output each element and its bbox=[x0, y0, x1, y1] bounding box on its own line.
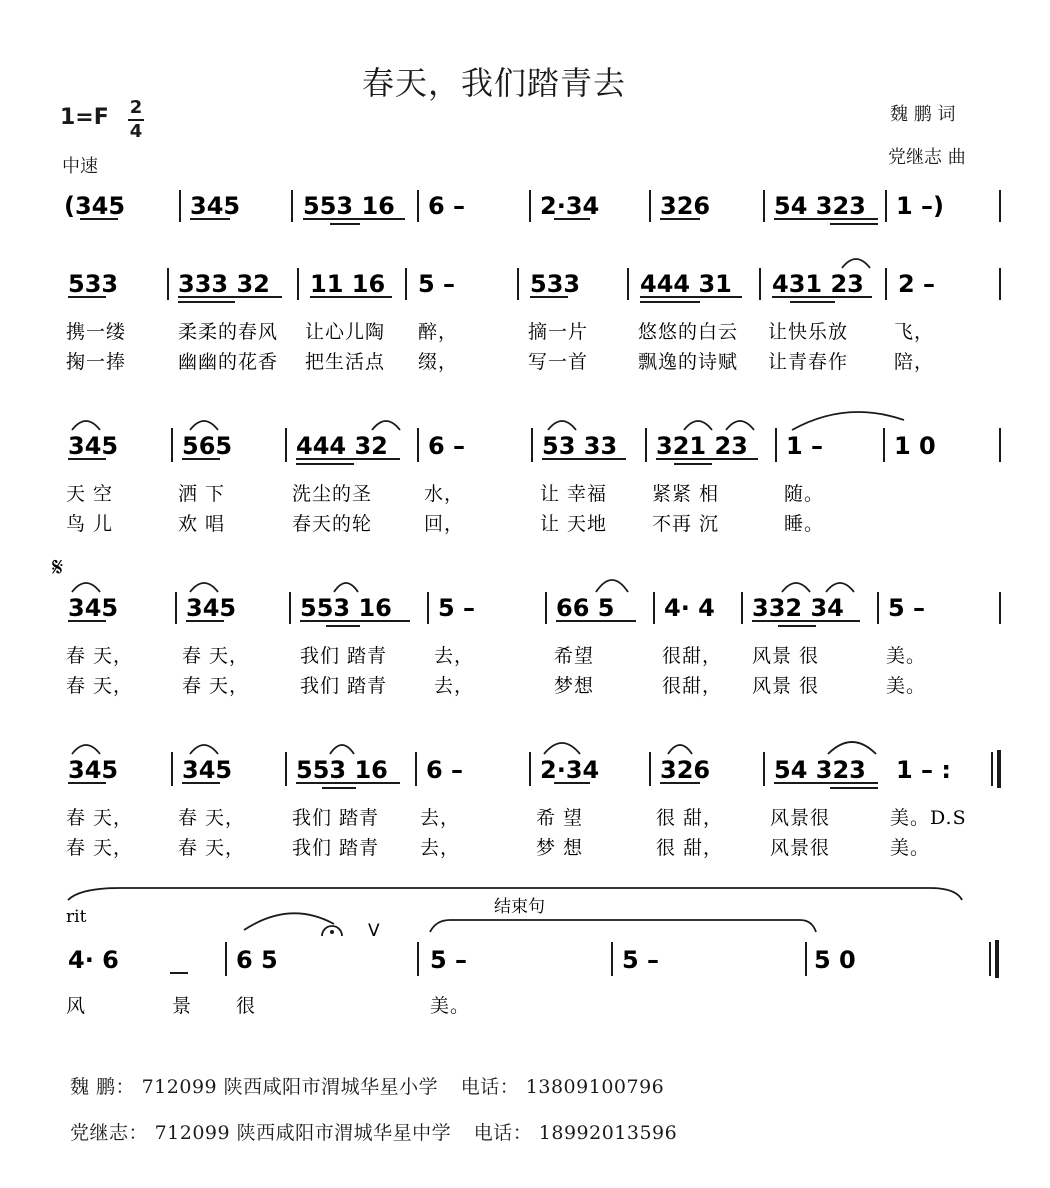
measure-14: 444 31 bbox=[640, 270, 732, 298]
lyric-v2-15: 睡。 bbox=[784, 513, 825, 535]
composer-credit: 党继志 曲 bbox=[888, 147, 966, 168]
lyric-v2-13: 让 天地 bbox=[540, 513, 608, 535]
contact-zip: 712099 bbox=[141, 1076, 218, 1098]
measure-17: 345 bbox=[68, 432, 119, 460]
lyric-v2-17: 春 天， bbox=[182, 675, 250, 697]
lyric-v1-29: 很 甜， bbox=[656, 807, 724, 829]
measure-13: 533 bbox=[530, 270, 581, 298]
measure-5: 2·34 bbox=[540, 192, 600, 220]
score-row-verse-a bbox=[66, 259, 1000, 373]
contact-address: 陕西咸阳市渭城华星小学 bbox=[223, 1076, 439, 1098]
breath-mark: V bbox=[368, 921, 380, 941]
lyric-v2-8: 陪， bbox=[894, 351, 935, 373]
tempo-marking: 中速 bbox=[62, 156, 98, 177]
measure-6: 326 bbox=[660, 192, 711, 220]
lyric-v2-24: 春 天， bbox=[66, 837, 134, 859]
score-row-ending bbox=[66, 888, 997, 1017]
measure-26: 345 bbox=[186, 594, 237, 622]
lyric-v1-10: 洒 下 bbox=[178, 483, 226, 505]
measure-22: 321 23 bbox=[656, 432, 748, 460]
measure-3: 553 16 bbox=[303, 192, 395, 220]
contact-phone-label: 电话： bbox=[473, 1122, 533, 1144]
lyric-v1-14: 紧紧 相 bbox=[652, 483, 720, 505]
lyric-v1-28: 希 望 bbox=[536, 807, 584, 829]
measure-42: 6 5 bbox=[236, 946, 278, 974]
contact-name: 党继志： bbox=[70, 1122, 149, 1144]
measure-10: 333 32 bbox=[178, 270, 270, 298]
measure-39: 54 323 bbox=[774, 756, 866, 784]
measure-20: 6 – bbox=[428, 432, 466, 460]
lyric-v1-22: 风景 很 bbox=[752, 645, 820, 667]
contact-zip: 712099 bbox=[154, 1122, 231, 1144]
lyric-v2-26: 我们 踏青 bbox=[292, 837, 380, 859]
lyric-v1-19: 去， bbox=[434, 645, 475, 667]
lyric-v1-11: 洗尘的圣 bbox=[292, 483, 373, 505]
contact-row bbox=[70, 1118, 677, 1145]
lyric-v1-15: 随。 bbox=[784, 483, 825, 505]
lyric-v2-5: 写一首 bbox=[528, 351, 589, 373]
measure-34: 345 bbox=[182, 756, 233, 784]
measure-8: 1 –) bbox=[896, 192, 945, 220]
lyric-v1-12: 水， bbox=[424, 483, 465, 505]
lyric-v2-30: 风景很 bbox=[770, 837, 831, 859]
measure-45: 5 0 bbox=[814, 946, 856, 974]
measure-38: 326 bbox=[660, 756, 711, 784]
lyric-v2-29: 很 甜， bbox=[656, 837, 724, 859]
lyric-v2-27: 去， bbox=[420, 837, 461, 859]
measure-1: (345 bbox=[64, 192, 126, 220]
lyric-v1-13: 让 幸福 bbox=[540, 483, 608, 505]
score-row-intro bbox=[64, 190, 1000, 224]
lyric-v1-24: 春 天， bbox=[66, 807, 134, 829]
lyric-v2-21: 很甜， bbox=[662, 675, 723, 697]
lyric-v2-25: 春 天， bbox=[178, 837, 246, 859]
lyric-v2-28: 梦 想 bbox=[536, 837, 584, 859]
lyric-v2-22: 风景 很 bbox=[752, 675, 820, 697]
lyric-v2-23: 美。 bbox=[886, 675, 927, 697]
contact-phone: 18992013596 bbox=[538, 1122, 678, 1144]
contact-name: 魏 鹏： bbox=[70, 1076, 136, 1098]
lyric-v2-6: 飘逸的诗赋 bbox=[638, 351, 739, 373]
lyric-v1-4: 醉， bbox=[418, 321, 459, 343]
lyric-end-4: 美。 bbox=[430, 995, 471, 1017]
measure-29: 66 5 bbox=[556, 594, 615, 622]
measure-35: 553 16 bbox=[296, 756, 388, 784]
lyric-end-2: 景 bbox=[172, 995, 193, 1017]
lyric-v1-20: 希望 bbox=[554, 645, 595, 667]
measure-41: 4· 6 bbox=[68, 946, 119, 974]
measure-30: 4· 4 bbox=[664, 594, 715, 622]
score-row-verse-b bbox=[66, 412, 1000, 535]
lyric-v1-21: 很甜， bbox=[662, 645, 723, 667]
time-top: 2 bbox=[129, 97, 143, 118]
lyric-v1-31: 美。D.S bbox=[890, 807, 967, 829]
lyric-v1-23: 美。 bbox=[886, 645, 927, 667]
lyric-v2-18: 我们 踏青 bbox=[300, 675, 388, 697]
lyric-end-3: 很 bbox=[236, 995, 257, 1017]
lyric-v2-31: 美。 bbox=[890, 837, 931, 859]
measure-25: 345 bbox=[68, 594, 119, 622]
lyric-v1-30: 风景很 bbox=[770, 807, 831, 829]
lyric-v2-10: 欢 唱 bbox=[178, 513, 226, 535]
measure-37: 2·34 bbox=[540, 756, 600, 784]
measure-33: 345 bbox=[68, 756, 119, 784]
lyric-v2-19: 去， bbox=[434, 675, 475, 697]
rit-marking: rit bbox=[66, 907, 87, 927]
lyricist-credit: 魏 鹏 词 bbox=[890, 104, 956, 125]
measure-23: 1 – bbox=[786, 432, 824, 460]
song-title: 春天，我们踏青去 bbox=[362, 64, 627, 102]
lyric-v1-1: 携一缕 bbox=[66, 321, 127, 343]
measure-9: 533 bbox=[68, 270, 119, 298]
measure-36: 6 – bbox=[426, 756, 464, 784]
lyric-v1-6: 悠悠的白云 bbox=[638, 321, 739, 343]
measure-28: 5 – bbox=[438, 594, 476, 622]
measure-31: 332 34 bbox=[752, 594, 844, 622]
lyric-v2-3: 把生活点 bbox=[305, 351, 386, 373]
lyric-end-1: 风 bbox=[66, 995, 87, 1017]
lyric-v1-27: 去， bbox=[420, 807, 461, 829]
ending-label: 结束句 bbox=[494, 897, 545, 917]
measure-15: 431 23 bbox=[772, 270, 864, 298]
key-signature: 1=F bbox=[60, 105, 109, 130]
lyric-v1-26: 我们 踏青 bbox=[292, 807, 380, 829]
measure-24: 1 0 bbox=[894, 432, 936, 460]
lyric-v1-7: 让快乐放 bbox=[768, 321, 849, 343]
lyric-v1-3: 让心儿陶 bbox=[305, 321, 386, 343]
measure-4: 6 – bbox=[428, 192, 466, 220]
lyric-v2-1: 掬一捧 bbox=[66, 351, 127, 373]
measure-16: 2 – bbox=[898, 270, 936, 298]
measure-40: 1 – : bbox=[896, 756, 952, 784]
lyric-v2-7: 让青春作 bbox=[768, 351, 849, 373]
lyric-v2-4: 缀， bbox=[418, 351, 459, 373]
lyric-v2-2: 幽幽的花香 bbox=[178, 351, 279, 373]
measure-11: 11 16 bbox=[310, 270, 386, 298]
contact-row bbox=[70, 1072, 664, 1099]
measure-21: 53 33 bbox=[542, 432, 618, 460]
measure-43: 5 – bbox=[430, 946, 468, 974]
lyric-v1-16: 春 天， bbox=[66, 645, 134, 667]
contact-address: 陕西咸阳市渭城华星中学 bbox=[236, 1122, 452, 1144]
contact-phone-label: 电话： bbox=[460, 1076, 520, 1098]
lyric-v1-5: 摘一片 bbox=[528, 321, 589, 343]
lyric-v2-11: 春天的轮 bbox=[292, 513, 373, 535]
measure-44: 5 – bbox=[622, 946, 660, 974]
measure-19: 444 32 bbox=[296, 432, 388, 460]
measure-32: 5 – bbox=[888, 594, 926, 622]
lyric-v1-2: 柔柔的春风 bbox=[178, 321, 279, 343]
measure-18: 565 bbox=[182, 432, 233, 460]
lyric-v1-8: 飞， bbox=[894, 321, 935, 343]
score-row-chorus-b bbox=[66, 742, 999, 859]
measure-12: 5 – bbox=[418, 270, 456, 298]
lyric-v1-18: 我们 踏青 bbox=[300, 645, 388, 667]
lyric-v2-20: 梦想 bbox=[554, 675, 595, 697]
contact-phone: 13809100796 bbox=[525, 1076, 665, 1098]
segno-sign: 𝄋 bbox=[52, 553, 64, 583]
score-row-chorus-a bbox=[52, 553, 1000, 697]
time-bottom: 4 bbox=[129, 121, 143, 142]
lyric-v1-25: 春 天， bbox=[178, 807, 246, 829]
lyric-v1-17: 春 天， bbox=[182, 645, 250, 667]
measure-7: 54 323 bbox=[774, 192, 866, 220]
lyric-v2-9: 鸟 儿 bbox=[66, 513, 114, 535]
lyric-v2-12: 回， bbox=[424, 513, 465, 535]
lyric-v2-14: 不再 沉 bbox=[652, 513, 720, 535]
lyric-v2-16: 春 天， bbox=[66, 675, 134, 697]
measure-2: 345 bbox=[190, 192, 241, 220]
lyric-v1-9: 天 空 bbox=[66, 483, 114, 505]
measure-27: 553 16 bbox=[300, 594, 392, 622]
